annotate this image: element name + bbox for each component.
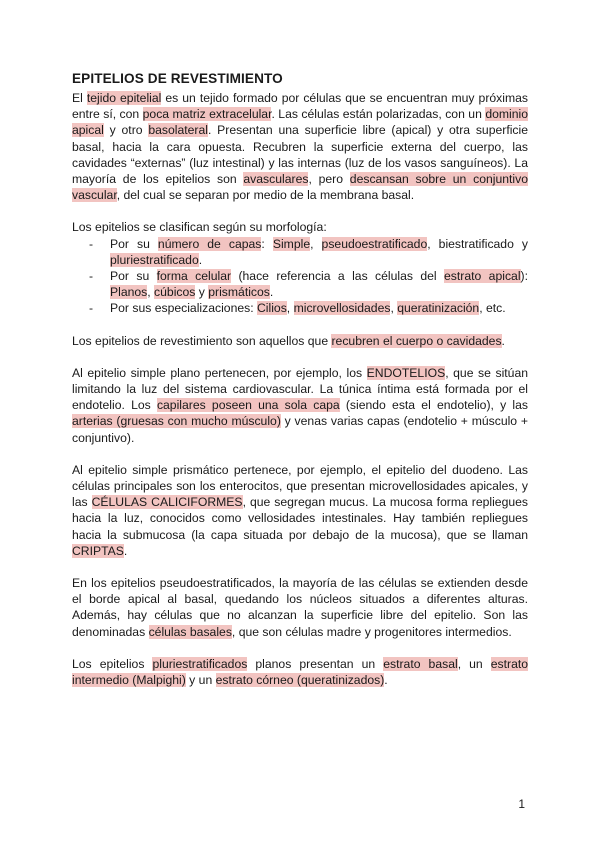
text-run: es un tejido formado por células que se encuentran muy próximas entre sí, con xyxy=(72,91,528,122)
text-run: Al epitelio simple plano pertenecen, por ejemplo, los xyxy=(72,365,367,380)
list-bullet: - xyxy=(89,236,94,251)
text-run: , etc. xyxy=(479,301,506,316)
text-run: Al epitelio simple prismático pertenece, por ejemplo, el epitelio del duodeno. Las células principales son los enterocitos, que presentan microvellosidades apicales, y las xyxy=(72,462,528,510)
text-run: , que son células madre y progenitores intermedios. xyxy=(231,624,512,639)
page-number: 1 xyxy=(518,797,525,811)
highlighted-text: arterias (gruesas con mucho músculo) xyxy=(72,414,281,429)
text-run: Los epitelios se clasifican según su morfología: xyxy=(72,220,327,235)
text-run: El xyxy=(72,91,87,105)
highlighted-text: microvellosidades xyxy=(293,301,391,316)
text-run: , un xyxy=(457,656,491,671)
highlighted-text: pluriestratificado xyxy=(110,252,199,267)
highlighted-text: forma celular xyxy=(156,269,232,284)
highlighted-text: dominio apical xyxy=(72,107,528,138)
list-item xyxy=(72,268,528,300)
highlighted-text: células basales xyxy=(148,624,232,639)
text-run: . xyxy=(384,673,388,688)
highlighted-text: pluriestratificados xyxy=(152,656,248,671)
text-run: : xyxy=(261,236,273,251)
text-run: Por sus especializaciones: xyxy=(110,301,257,316)
text-run: Los epitelios de revestimiento son aquellos que xyxy=(72,333,332,348)
list-item-text xyxy=(110,301,506,315)
paragraph xyxy=(72,462,528,559)
text-run: , biestratificado y xyxy=(427,236,528,251)
highlighted-text: poca matriz extracelular xyxy=(142,107,272,122)
highlighted-text: capilares poseen una sola capa xyxy=(156,398,340,413)
list-item-text xyxy=(110,237,528,267)
text-run: y otro xyxy=(103,123,149,138)
highlighted-text: CÉLULAS CALICIFORMES xyxy=(91,495,243,510)
highlighted-text: recubren el cuerpo o cavidades xyxy=(331,333,502,348)
text-run: . Presentan una superficie libre (apical) y otra superficie basal, hacia la cara opuesta. Recubren la superficie externa del cuerpo, las cavidades “externas” (luz intestinal) y las internas (luz de los vasos sanguíneos). La mayoría de los epitelios son xyxy=(72,123,528,187)
paragraph xyxy=(72,365,528,446)
highlighted-text: CRIPTAS xyxy=(72,543,124,558)
text-run: . xyxy=(123,543,128,558)
text-run: . xyxy=(198,252,203,267)
highlighted-text: Simple xyxy=(272,236,311,251)
list-item-text xyxy=(110,269,528,299)
highlighted-text: tejido epitelial xyxy=(86,91,162,105)
text-run: , xyxy=(310,236,322,251)
paragraph xyxy=(72,90,528,203)
highlighted-text: estrato apical xyxy=(444,269,521,284)
text-run: , del cual se separan por medio de la membrana basal. xyxy=(116,188,415,203)
text-run: . xyxy=(269,285,274,300)
paragraph xyxy=(72,575,528,640)
document-content xyxy=(72,70,528,704)
highlighted-text: cúbicos xyxy=(154,285,196,300)
paragraph xyxy=(72,219,528,235)
highlighted-text: Planos xyxy=(110,285,148,300)
highlighted-text: pseudoestratificado xyxy=(321,236,428,251)
text-run: Por su xyxy=(110,236,158,251)
text-run: , que se sitúan limitando la luz del sistema cardiovascular. La túnica íntima está formada por el endotelio. Los xyxy=(72,365,529,413)
text-run: y un xyxy=(185,673,216,688)
highlighted-text: prismáticos xyxy=(208,285,270,300)
highlighted-text: queratinización xyxy=(397,301,480,316)
text-run: y venas varias capas (endotelio + músculo + conjuntivo). xyxy=(72,414,528,445)
text-run: planos presentan un xyxy=(247,656,384,671)
text-run: , xyxy=(390,301,398,316)
text-run: y xyxy=(195,285,209,300)
highlighted-text: basolateral xyxy=(148,123,208,138)
text-run: , xyxy=(286,301,294,316)
highlighted-text: descansan sobre un conjuntivo vascular xyxy=(72,172,528,203)
highlighted-text: avasculares xyxy=(243,172,309,187)
document-title: EPITELIOS DE REVESTIMIENTO xyxy=(72,71,283,86)
text-run: (siendo esta el endotelio), y las xyxy=(339,398,528,413)
text-run: (hace referencia a las células del xyxy=(231,269,445,284)
list-item xyxy=(72,300,528,316)
paragraph xyxy=(72,656,528,688)
text-run: ): xyxy=(520,269,528,284)
list-bullet: - xyxy=(89,301,94,316)
text-run: En los epitelios pseudoestratificados, la mayoría de las células se extienden desde el borde apical al basal, quedando los núcleos situados a diferentes alturas. Además, hay células que no alcanzan la superficie libre del epitelio. Son las denominadas xyxy=(72,576,528,639)
text-run: Los epitelios xyxy=(72,656,153,671)
highlighted-text: estrato córneo (queratinizados) xyxy=(215,673,385,688)
highlighted-text: Cilios xyxy=(257,301,287,316)
paragraph xyxy=(72,333,528,349)
text-run: , xyxy=(147,285,155,300)
intro-section xyxy=(72,90,528,236)
list-bullet: - xyxy=(89,269,94,284)
text-run: , pero xyxy=(308,172,350,187)
text-run: . Las células están polarizadas, con un xyxy=(271,107,486,122)
highlighted-text: estrato intermedio (Malpighi) xyxy=(72,656,529,688)
list-item xyxy=(72,236,528,268)
text-run: . xyxy=(501,333,505,348)
text-run: , que segregan mucus. La mucosa forma repliegues hacia la luz, conocidos como vellosidades intestinales. Hay también repliegues hacia la submucosa (la capa situada por debajo de la mucosa), que se llaman xyxy=(72,495,528,542)
highlighted-text: ENDOTELIOS xyxy=(366,365,446,380)
highlighted-text: estrato basal xyxy=(383,656,458,671)
text-run: Por su xyxy=(110,269,157,284)
body-section xyxy=(72,333,528,689)
highlighted-text: número de capas xyxy=(157,236,262,251)
classification-list xyxy=(72,236,528,317)
